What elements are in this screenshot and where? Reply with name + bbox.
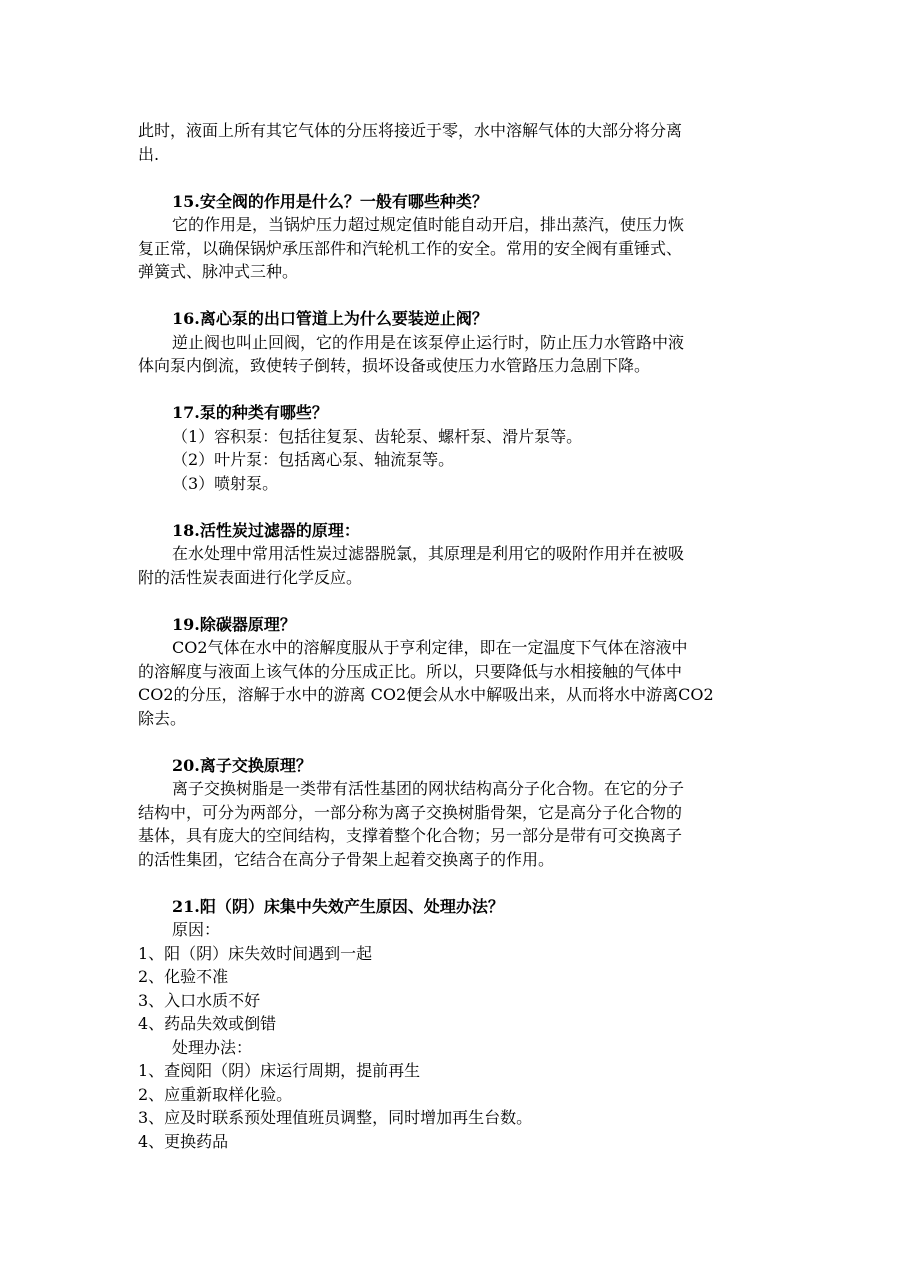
section-heading: 20.离子交换原理？ <box>172 755 312 775</box>
text-line: 体向泵内倒流，致使转子倒转，损坏设备或使压力水管路压力急剧下降。 <box>138 356 651 375</box>
section-19 <box>138 613 778 731</box>
list-item: 2、化验不准 <box>138 967 229 986</box>
text-line: 复正常，以确保锅炉承压部件和汽轮机工作的安全。常用的安全阀有重锤式、 <box>138 238 683 258</box>
list-item: 4、药品失效或倒错 <box>138 1014 277 1033</box>
section-heading: 16.离心泵的出口管道上为什么要装逆止阀？ <box>172 309 488 328</box>
text-line: 的活性集团，它结合在高分子骨架上起着交换离子的作用。 <box>138 849 555 869</box>
text-line: CO2气体在水中的溶解度服从于亨利定律，即在一定温度下气体在溶液中 <box>172 638 688 657</box>
text-line: 处理办法： <box>172 1037 253 1057</box>
section-21 <box>138 895 778 1154</box>
text-line: CO2的分压，溶解于水中的游离 CO2便会从水中解吸出来，从而将水中游离CO2 <box>138 685 714 704</box>
list-item: （1）容积泵：包括往复泵、齿轮泵、螺杆泵、滑片泵等。 <box>172 426 583 446</box>
section-18 <box>138 519 778 590</box>
list-item: （2）叶片泵：包括离心泵、轴流泵等。 <box>172 450 455 469</box>
text-line: 弹簧式、脉冲式三种。 <box>138 262 299 281</box>
list-item: 2、应重新取样化验。 <box>138 1084 293 1104</box>
document-page <box>138 119 778 1177</box>
list-item: 4、更换药品 <box>138 1131 229 1151</box>
section-heading: 18.活性炭过滤器的原理： <box>172 520 360 540</box>
list-item: 3、应及时联系预处理值班员调整，同时增加再生台数。 <box>138 1108 533 1127</box>
list-item: 1、阳（阴）床失效时间遇到一起 <box>138 943 373 963</box>
text-line: 此时，液面上所有其它气体的分压将接近于零，水中溶解气体的大部分将分离 <box>138 121 683 140</box>
text-line: 基体，具有庞大的空间结构，支撑着整个化合物；另一部分是带有可交换离子 <box>138 826 683 845</box>
intro-paragraph <box>138 119 778 166</box>
section-heading: 15.安全阀的作用是什么？一般有哪些种类？ <box>172 191 488 211</box>
text-line: 出. <box>138 144 160 164</box>
section-heading: 21.阳（阴）床集中失效产生原因、处理办法？ <box>172 896 504 916</box>
text-line: 附的活性炭表面进行化学反应。 <box>138 567 363 587</box>
section-16 <box>138 307 778 378</box>
text-line: 除去。 <box>138 708 187 728</box>
text-line: 原因： <box>172 920 221 939</box>
section-17 <box>138 401 778 495</box>
section-heading: 19.除碳器原理？ <box>172 614 296 634</box>
text-line: 在水处理中常用活性炭过滤器脱氯，其原理是利用它的吸附作用并在被吸 <box>172 544 685 563</box>
section-15 <box>138 190 778 284</box>
text-line: 它的作用是，当锅炉压力超过规定值时能自动开启，排出蒸汽，使压力恢 <box>172 215 685 234</box>
text-line: 逆止阀也叫止回阀，它的作用是在该泵停止运行时，防止压力水管路中液 <box>172 332 685 352</box>
text-line: 的溶解度与液面上该气体的分压成正比。所以，只要降低与水相接触的气体中 <box>138 661 683 681</box>
list-item: 1、查阅阳（阴）床运行周期，提前再生 <box>138 1061 421 1080</box>
list-item: （3）喷射泵。 <box>172 473 279 493</box>
text-line: 结构中，可分为两部分，一部分称为离子交换树脂骨架，它是高分子化合物的 <box>138 802 683 822</box>
list-item: 3、入口水质不好 <box>138 990 261 1010</box>
text-line: 离子交换树脂是一类带有活性基团的网状结构高分子化合物。在它的分子 <box>172 779 685 798</box>
section-20 <box>138 754 778 872</box>
section-heading: 17.泵的种类有哪些？ <box>172 403 328 422</box>
